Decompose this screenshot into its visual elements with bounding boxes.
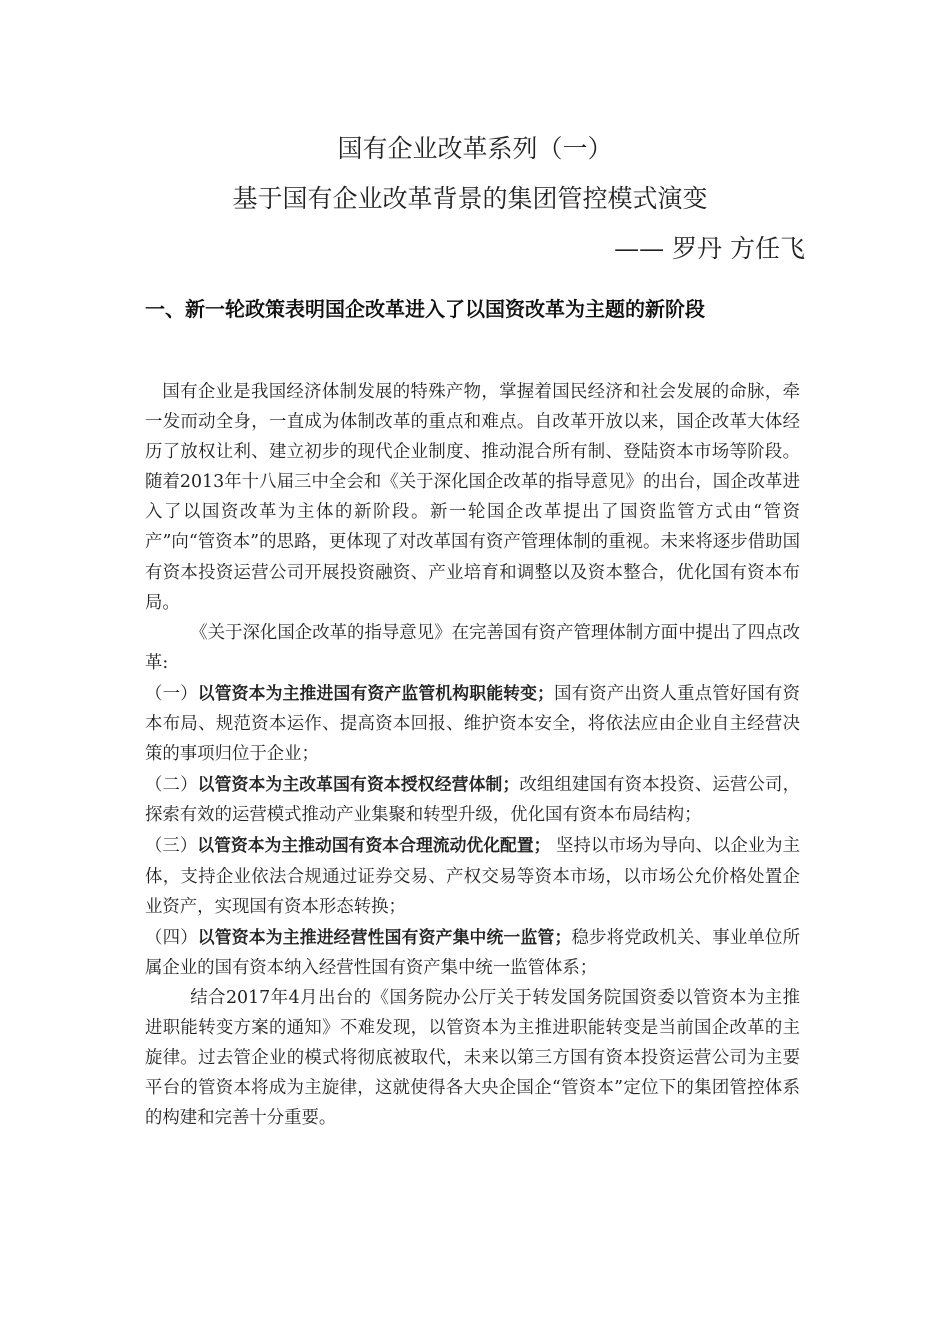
reform-prefix: （四） (145, 927, 198, 948)
reform-bold-title: 以管资本为主推进国有资产监管机构职能转变； (197, 682, 554, 703)
reform-prefix: （一） (145, 683, 198, 704)
main-title: 基于国有企业改革背景的集团管控模式演变 (232, 184, 708, 213)
reform-item (145, 678, 800, 769)
paragraph-intro: 国有企业是我国经济体制发展的特殊产物，掌握着国民经济和社会发展的命脉，牵一发而动全身，一直成为体制改革的重点和难点。自改革开放以来，国企改革大体经历了放权让利、建立初步的现代企业制度、推动混合所有制、登陆资本市场等阶段。随着2013年十八届三中全会和《关于深化国企改革的指导意见》的出台，国企改革进入了以国资改革为主体的新阶段。新一轮国企改革提出了国资监管方式由“管资产”向“管资本”的思路，更体现了对改革国有资产管理体制的重视。未来将逐步借助国有资本投资运营公司开展投资融资、产业培育和调整以及资本整合，优化国有资本布局。 (145, 382, 800, 613)
reform-bold-title: 以管资本为主推动国有资本合理流动优化配置； (197, 835, 551, 856)
reform-text: 稳步将党政机关、事业单位所属企业的国有资本纳入经营性国有资产集中统一监管体系； (145, 927, 800, 978)
reform-item (145, 830, 800, 921)
reform-bold-title: 以管资本为主推进经营性国有资产集中统一监管； (197, 926, 572, 947)
authors-line: —— 罗丹 方任飞 (614, 234, 805, 263)
series-title: 国有企业改革系列（一） (337, 134, 613, 163)
reform-prefix: （二） (145, 775, 198, 796)
reform-item (145, 922, 800, 983)
reform-bold-title: 以管资本为主改革国有资本授权经营体制； (197, 774, 520, 795)
document-body (145, 377, 800, 1133)
section-heading: 一、新一轮政策表明国企改革进入了以国资改革为主题的新阶段 (145, 297, 705, 321)
paragraph-conclusion: 结合2017年4月出台的《国务院办公厅关于转发国务院国资委以管资本为主推进职能转变方案的通知》不难发现，以管资本为主推进职能转变是当前国企改革的主旋律。过去管企业的模式将彻底被取代，未来以第三方国有资本投资运营公司为主要平台的管资本将成为主旋律，这就使得各大央企国企“管资本”定位下的集团管控体系的构建和完善十分重要。 (145, 987, 800, 1129)
reform-text: 国有资产出资人重点管好国有资本布局、规范资本运作、提高资本回报、维护资本安全，将依法应由企业自主经营决策的事项归位于企业； (145, 683, 800, 765)
reform-text: 改组组建国有资本投资、运营公司，探索有效的运营模式推动产业集聚和转型升级，优化国有资本布局结构； (145, 775, 800, 826)
reform-item (145, 769, 800, 830)
reform-prefix: （三） (145, 836, 198, 857)
reform-text: 坚持以市场为导向、以企业为主体，支持企业依法合规通过证券交易、产权交易等资本市场，以市场公允价格处置企业资产，实现国有资本形态转换； (145, 836, 800, 917)
paragraph-four-reforms: 《关于深化国企改革的指导意见》在完善国有资产管理体制方面中提出了四点改革: (145, 622, 800, 673)
